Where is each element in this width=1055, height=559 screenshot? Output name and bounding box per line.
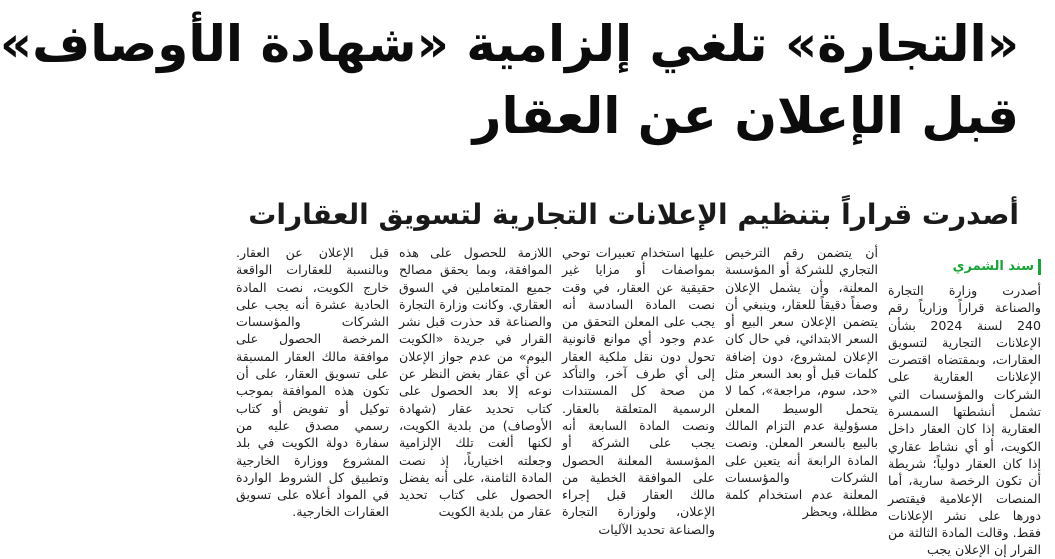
column-1 xyxy=(888,244,1041,558)
headline-line-2: قبل الإعلان عن العقار xyxy=(472,87,1019,145)
column-3 xyxy=(562,244,715,537)
headline xyxy=(0,8,1019,152)
column-4-text: اللازمة للحصول على هذه الموافقة، وبما يحقق مصالح جميع المتعاملين في السوق العقاري. وكانت وزارة التجارة والصناعة قد حذرت قبل نشر القرار في جريدة «الكويت اليوم» من عدم جواز الإعلان عن أي عقار بغض النظر عن نوعه إلا بعد الحصول على كتاب تحديد عقار (شهادة الأوصاف) من بلدية الكويت، لكنها ألغت تلك الإلزامية وجعلته اختيارياً، إذ نصت المادة الثامنة، على أنه يفضل الحصول على كتاب تحديد عقار من بلدية الكويت xyxy=(399,245,552,520)
byline-block xyxy=(888,256,1041,278)
column-4 xyxy=(399,244,552,520)
column-5-text: قبل الإعلان عن العقار. وبالنسبة للعقارات الواقعة خارج الكويت، نصت المادة الحادية عشرة أنه يجب على الشركات والمؤسسات المرخصة الحصول على موافقة مالك العقار المسبقة على تسويق العقار، على أن تكون هذه الموافقة بموجب توكيل أو تفويض أو كتاب رسمي مصدق عليه من سفارة دولة الكويت في بلد المشروع ووزارة الخارجية وتطبيق كل الشروط الواردة في المواد أعلاه على تسويق العقارات الخارجية. xyxy=(236,245,389,520)
column-1-text: أصدرت وزارة التجارة والصناعة قراراً وزارياً رقم 240 لسنة 2024 بشأن الإعلانات التجارية لتسويق العقارات، وبمقتضاه اقتصرت الإعلانات العقارية على الشركات والمؤسسات التي تشمل أنشطتها السمسرة العقارية إذا كان العقار داخل الكويت، أو أي نشاط عقاري إذا كان العقار دولياً؛ شريطة أن تكون الرخصة سارية، أما المنصات الإعلامية فيقتصر دورها على نشر الإعلانات فقط. وقالت المادة الثالثة من القرار إن الإعلان يجب xyxy=(888,283,1041,558)
column-3-text: عليها استخدام تعبيرات توحي بمواصفات أو مزايا غير حقيقية عن العقار، في وقت نصت المادة السادسة أنه يجب على المعلن التحقق من عدم وجود أي موانع قانونية تحول دون نقل ملكية العقار إلى أي طرف آخر، والتأكد من صحة كل المستندات الرسمية المتعلقة بالعقار. ونصت المادة السابعة أنه يجب على الشركة أو المؤسسة المعلنة الحصول على الموافقة الخطية من مالك العقار قبل إجراء الإعلان، ولوزارة التجارة والصناعة تحديد الآليات xyxy=(562,245,715,537)
subheadline: أصدرت قراراً بتنظيم الإعلانات التجارية لتسويق العقارات xyxy=(248,198,1019,231)
byline: سند الشمري xyxy=(953,259,1041,275)
column-2-text: أن يتضمن رقم الترخيص التجاري للشركة أو المؤسسة المعلنة، وأن يشمل الإعلان وصفاً دقيقاً للعقار، وينبغي أن يتضمن الإعلان سعر البيع أو السعر الابتدائي، في حال كان الإعلان لمشروع، دون إضافة كلمات قبل أو بعد السعر مثل «حد، سوم، مراجعة»، كما لا يتحمل الوسيط المعلن مسؤولية عدم التزام المالك بالبيع بالسعر المعلن. ونصت المادة الرابعة أنه يتعين على الشركات والمؤسسات المعلنة عدم استخدام كلمة مظللة، ويحظر xyxy=(725,245,878,520)
article-body xyxy=(69,244,1041,558)
column-5 xyxy=(236,244,389,520)
column-2 xyxy=(725,244,878,520)
headline-line-1: «التجارة» تلغي إلزامية «شهادة الأوصاف» xyxy=(0,15,1019,73)
